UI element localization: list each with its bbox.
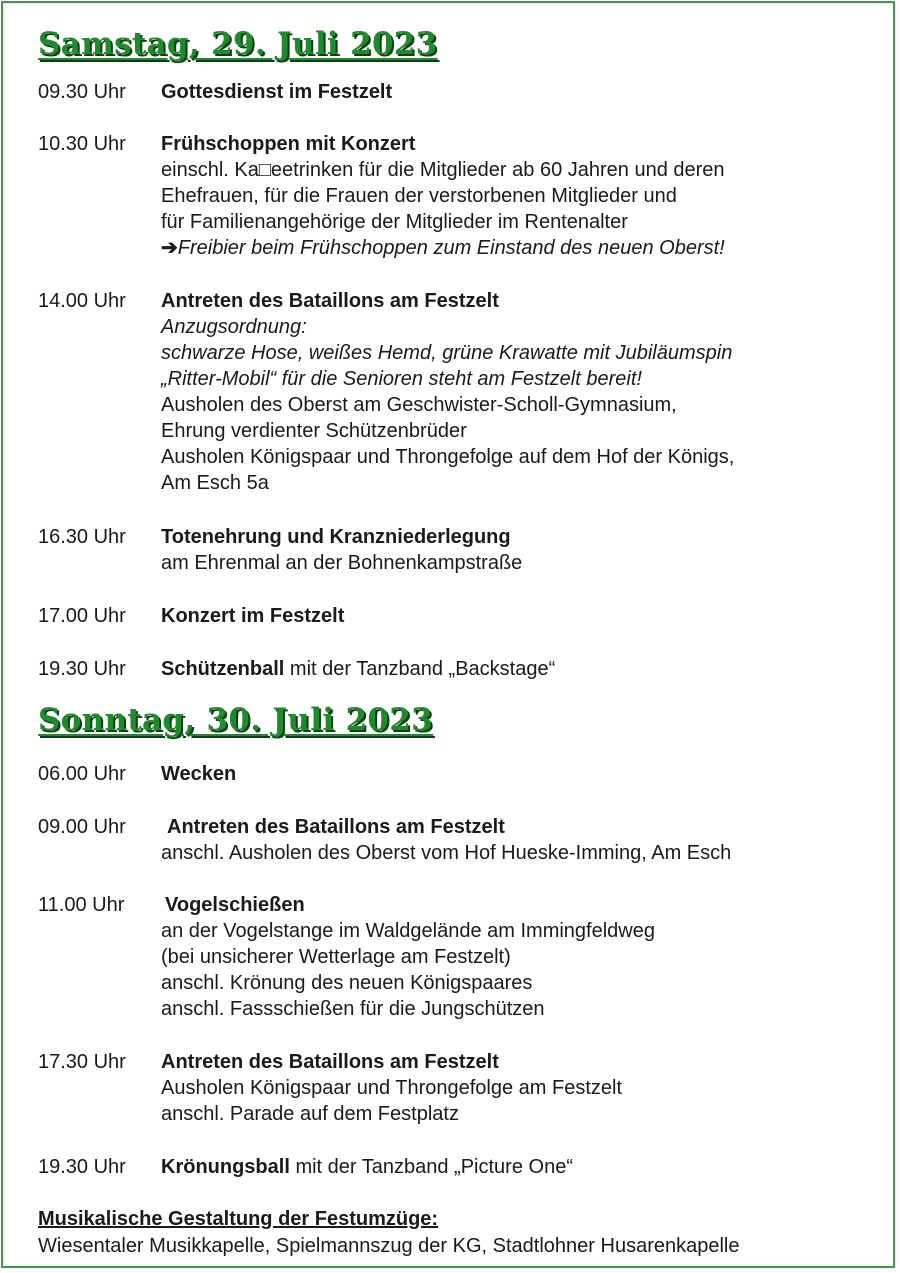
event-time: 19.30 Uhr (38, 1156, 126, 1178)
dress-code-label: Anzugsordnung: (161, 316, 307, 338)
event-title: Schützenball (161, 658, 285, 680)
event-detail: mit der Tanzband „Backstage“ (284, 658, 556, 680)
event-time: 17.00 Uhr (38, 605, 126, 627)
event-time: 17.30 Uhr (38, 1051, 126, 1073)
event-detail: am Ehrenmal an der Bohnenkampstraße (161, 552, 523, 574)
event-time: 19.30 Uhr (38, 658, 126, 680)
event-detail: anschl. Krönung des neuen Königspaares (161, 972, 533, 994)
event-title: Totenehrung und Kranzniederlegung (161, 526, 511, 548)
event-detail: an der Vogelstange im Waldgelände am Immingfeldweg (161, 920, 655, 942)
event-detail: für Familienangehörige der Mitglieder im Rentenalter (161, 211, 628, 233)
event-title: Gottesdienst im Festzelt (161, 81, 393, 103)
event-detail: Ausholen Königspaar und Throngefolge am Festzelt (161, 1077, 623, 1099)
event-title: Antreten des Bataillons am Festzelt (161, 290, 499, 312)
dress-code-detail: schwarze Hose, weißes Hemd, grüne Krawatte mit Jubiläumspin (161, 342, 733, 364)
event-time: 06.00 Uhr (38, 763, 126, 785)
arrow-right-icon: ➔ (161, 237, 178, 259)
event-detail: Ausholen Königspaar und Throngefolge auf dem Hof der Königs, (161, 446, 735, 468)
music-heading: Musikalische Gestaltung der Festumzüge: (38, 1208, 439, 1230)
event-detail: Ausholen des Oberst am Geschwister-Scholl-Gymnasium, (161, 394, 677, 416)
event-highlight: Freibier beim Frühschoppen zum Einstand des neuen Oberst! (177, 237, 725, 259)
event-time: 09.30 Uhr (38, 81, 126, 103)
event-time: 11.00 Uhr (38, 894, 125, 916)
event-title: Konzert im Festzelt (161, 605, 345, 627)
event-title: Frühschoppen mit Konzert (161, 133, 416, 155)
event-time: 10.30 Uhr (38, 133, 126, 155)
event-detail: anschl. Fassschießen für die Jungschützen (161, 998, 545, 1020)
senior-shuttle-note: „Ritter-Mobil“ für die Senioren steht am Festzelt bereit! (161, 368, 642, 390)
event-detail: (bei unsicherer Wetterlage am Festzelt) (161, 946, 511, 968)
event-title: Antreten des Bataillons am Festzelt (161, 1051, 499, 1073)
event-title: Antreten des Bataillons am Festzelt (167, 816, 505, 838)
sunday-heading: Sonntag, 30. Juli 2023 (38, 702, 433, 738)
event-detail: anschl. Parade auf dem Festplatz (161, 1103, 459, 1125)
event-time: 09.00 Uhr (38, 816, 126, 838)
event-time: 14.00 Uhr (38, 290, 126, 312)
music-bands: Wiesentaler Musikkapelle, Spielmannszug der KG, Stadtlohner Husarenkapelle (38, 1235, 740, 1257)
event-detail: Ehrung verdienter Schützenbrüder (161, 420, 467, 442)
event-detail: Am Esch 5a (161, 472, 269, 494)
event-title: Wecken (161, 763, 237, 785)
event-detail: Ehefrauen, für die Frauen der verstorbenen Mitglieder und (161, 185, 677, 207)
event-detail: anschl. Ausholen des Oberst vom Hof Hueske-Imming, Am Esch (161, 842, 732, 864)
event-detail: mit der Tanzband „Picture One“ (289, 1156, 573, 1178)
event-title: Vogelschießen (165, 894, 305, 916)
saturday-heading: Samstag, 29. Juli 2023 (38, 26, 438, 62)
event-detail: einschl. Ka□eetrinken für die Mitglieder ab 60 Jahren und deren (161, 159, 725, 181)
event-title: Krönungsball (161, 1156, 290, 1178)
event-time: 16.30 Uhr (38, 526, 126, 548)
